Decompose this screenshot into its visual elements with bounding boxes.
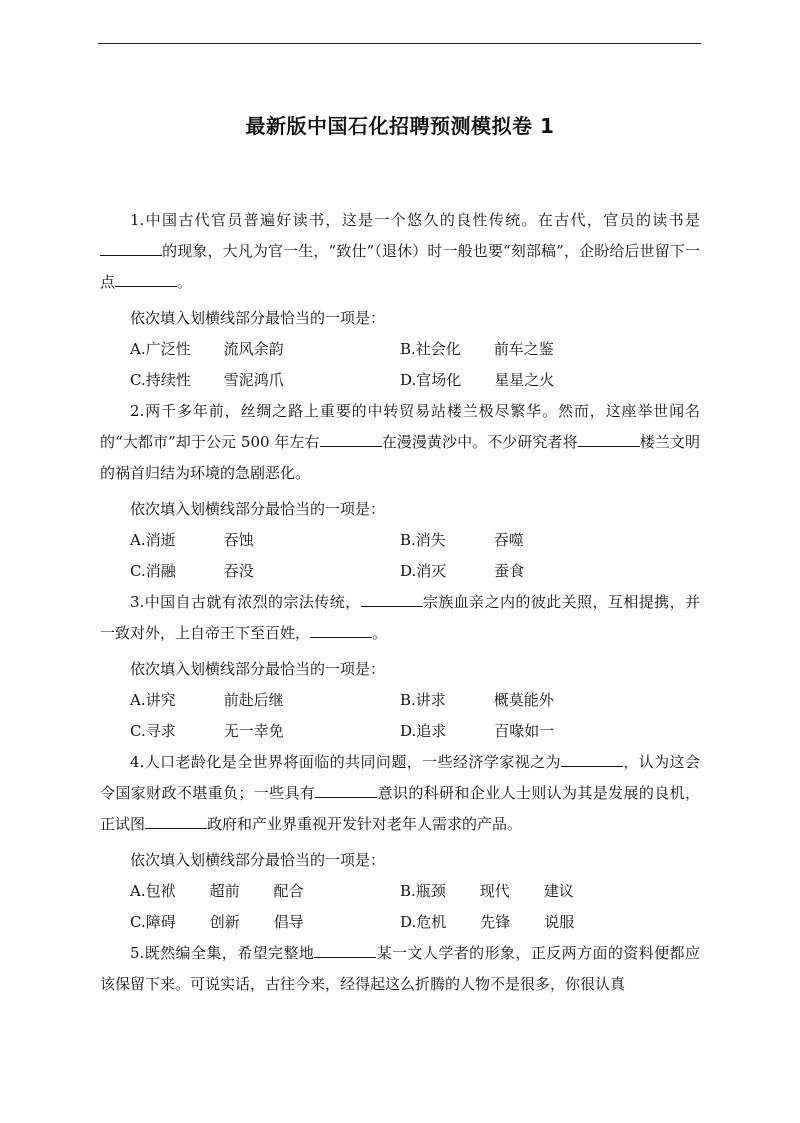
answer-blank: [145, 813, 207, 829]
question-text: 2.两千多年前，丝绸之路上重要的中转贸易站楼兰极尽繁华。然而，这座举世闻名的“大都市”却于公元 500 年左右: [100, 402, 700, 451]
question-2: [100, 396, 700, 489]
question-text: 5.既然编全集，希望完整地: [130, 944, 315, 962]
options: [100, 334, 700, 396]
question-text: 。: [372, 624, 388, 642]
option-d: D. 官场化 星星之火: [400, 371, 555, 389]
option-a: A. 包袱 超前 配合: [130, 882, 304, 900]
answer-blank: [314, 942, 376, 958]
answer-blank: [320, 431, 382, 447]
option-c: C. 障碍 创新 倡导: [130, 913, 304, 931]
option-a: A. 广泛性 流风余韵: [130, 340, 284, 358]
option-d: D. 危机 先锋 说服: [400, 913, 575, 931]
option-b: B. 讲求 概莫能外: [400, 691, 554, 709]
instruction: 依次填入划横线部分最恰当的一项是：: [130, 309, 386, 327]
option-d: D. 追求 百喙如一: [400, 722, 555, 740]
option-a: A. 讲究 前赴后继: [130, 691, 284, 709]
instruction: 依次填入划横线部分最恰当的一项是：: [130, 500, 386, 518]
answer-blank: [115, 271, 177, 287]
option-a: A. 消逝 吞蚀: [130, 531, 254, 549]
option-c: C. 寻求 无一幸免: [130, 722, 284, 740]
option-c: C. 消融 吞没: [130, 562, 254, 580]
answer-blank: [100, 240, 162, 256]
question-1: [100, 205, 700, 298]
question-5: [100, 938, 700, 1000]
option-b: B. 消失 吞噬: [400, 531, 524, 549]
options: [100, 685, 700, 747]
instruction: 依次填入划横线部分最恰当的一项是：: [130, 660, 386, 678]
instruction: 依次填入划横线部分最恰当的一项是：: [130, 851, 386, 869]
option-c: C. 持续性 雪泥鸿爪: [130, 371, 284, 389]
question-text: 4.人口老龄化是全世界将面临的共同问题，一些经济学家视之为: [130, 753, 561, 771]
exam-content: [100, 205, 700, 1000]
question-3: [100, 587, 700, 649]
question-text: 1.中国古代官员普遍好读书，这是一个悠久的良性传统。在古代，官员的读书是: [130, 211, 700, 229]
page-title: 最新版中国石化招聘预测模拟卷 1: [245, 114, 555, 138]
option-b: B. 社会化 前车之鉴: [400, 340, 554, 358]
question-text: 在漫漫黄沙中。不少研究者将: [381, 433, 578, 451]
header-rule: [98, 43, 701, 44]
question-text: 的现象，大凡为官一生，“致仕”（退休）时一般也要“刻部稿”，企盼给后世留下一点: [100, 242, 700, 291]
question-text: 意识的科研和企业人士则认为其是发展的良机，正试图: [100, 784, 700, 833]
options: [100, 525, 700, 587]
question-text: 某一文人学者的形象，正反两方面的资料便都应该保留下来。可说实话，古往今来，经得起这么折腾的人物不是很多，你很认真: [100, 944, 700, 993]
answer-blank: [310, 622, 372, 638]
question-text: 宗族血亲之内的彼此关照，互相提携，并一致对外，上自帝王下至百姓，: [100, 593, 700, 642]
answer-blank: [361, 591, 423, 607]
question-4: [100, 747, 700, 840]
answer-blank: [561, 751, 623, 767]
answer-blank: [578, 431, 640, 447]
question-text: 。: [177, 273, 193, 291]
question-text: ，认为这会令国家财政不堪重负；一些具有: [100, 753, 700, 802]
option-b: B. 瓶颈 现代 建议: [400, 882, 574, 900]
question-text: 3.中国自古就有浓烈的宗法传统，: [130, 593, 361, 611]
question-text: 楼兰文明的祸首归结为环境的急剧恶化。: [100, 433, 700, 482]
options: [100, 876, 700, 938]
question-text: 政府和产业界重视开发针对老年人需求的产品。: [207, 815, 523, 833]
answer-blank: [315, 782, 377, 798]
option-d: D. 消灭 蚕食: [400, 562, 525, 580]
